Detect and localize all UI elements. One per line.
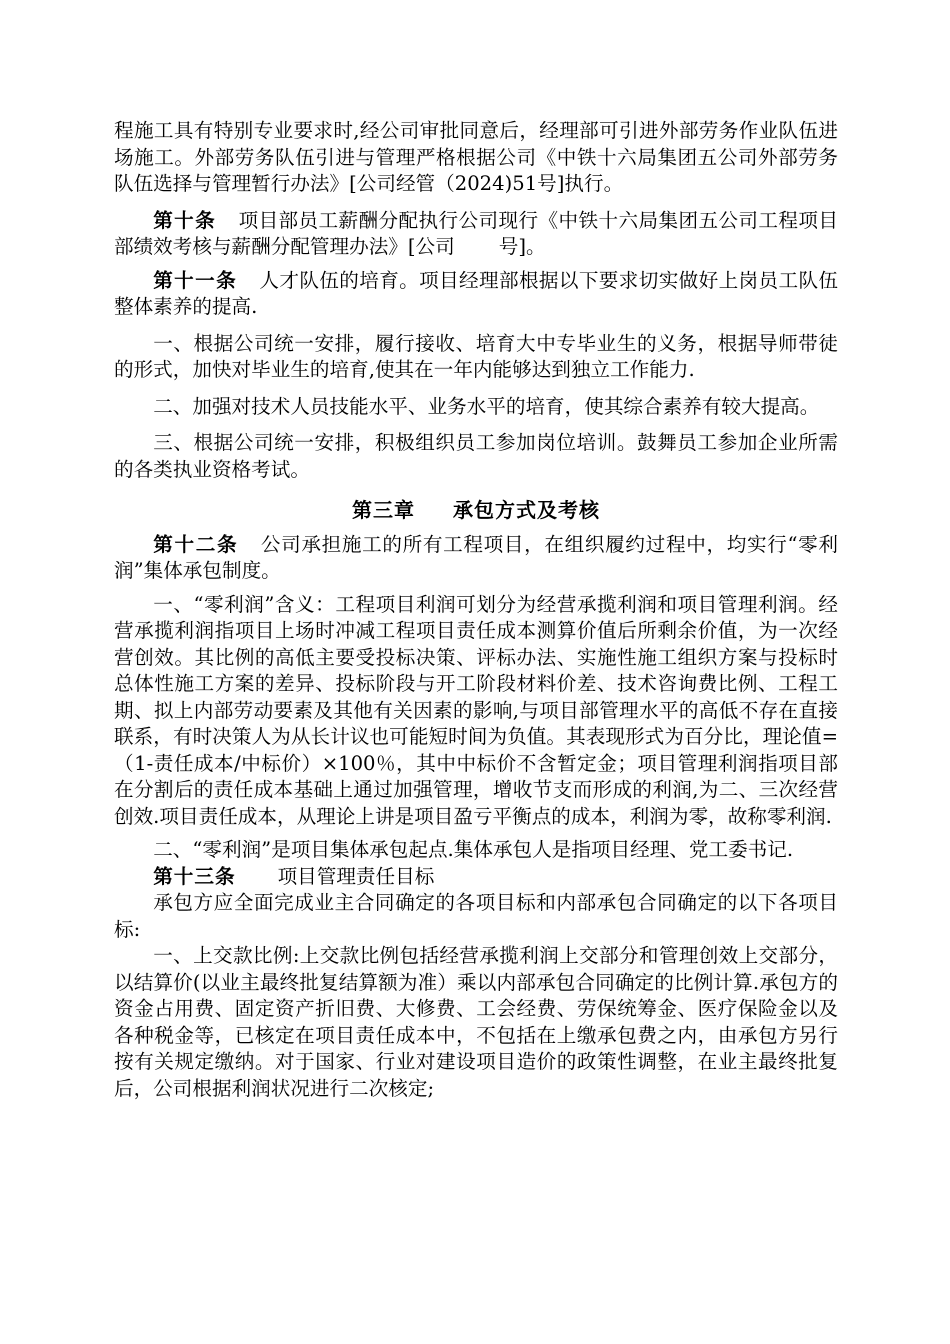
- article-text-tail: 号]。: [498, 235, 546, 258]
- article-12: [114, 532, 838, 585]
- article-text: 人才队伍的培育。项目经理部根据以下要求切实做好上岗员工队伍整体素养的提高.: [114, 268, 839, 318]
- article-11: [114, 268, 838, 321]
- clause-13-1: 一、上交款比例:上交款比例包括经营承揽利润上交部分和管理创效上交部分，以结算价(以业主最终批复结算额为准）乘以内部承包合同确定的比例计算.承包方的资金占用费、固定资产折旧费、大修费、工会经费、劳保统筹金、医疗保险金以及各种税金等，已核定在项目责任成本中，不包括在上缴承包费之内，由承包方另行按有关规定缴纳。对于国家、行业对建设项目造价的政策性调整，在业主最终批复后，公司根据利润状况进行二次核定;: [114, 944, 838, 1100]
- article-number: 第十三条: [153, 864, 236, 888]
- chapter-number: 第三章: [352, 498, 415, 522]
- article-13: [114, 864, 838, 891]
- clause-12-2: 二、“零利润”是项目集体承包起点.集体承包人是指项目经理、党工委书记.: [153, 838, 794, 861]
- article-13-intro: 承包方应全面完成业主合同确定的各项目标和内部承包合同确定的以下各项目标:: [114, 891, 838, 941]
- article-number: 第十条: [153, 208, 217, 232]
- clause-12-1: 一、“零利润”含义：工程项目利润可划分为经营承揽利润和项目管理利润。经营承揽利润指项目上场时冲减工程项目责任成本测算价值后所剩余价值，为一次经营创效。其比例的高低主要受投标决策、评标办法、实施性施工组织方案与投标时总体性施工方案的差异、投标阶段与开工阶段材料价差、技术咨询费比例、工程工期、拟上内部劳动要素及其他有关因素的影响,与项目部管理水平的高低不存在直接联系，有时决策人为从长计议也可能短时间为负值。其表现形式为百分比，理论值=（1-责任成本/中标价）×100％，其中中标价不含暂定金；项目管理利润指项目部在分割后的责任成本基础上通过加强管理，增收节支而形成的利润,为二、三次经营创效.项目责任成本，从理论上讲是项目盈亏平衡点的成本，利润为零，故称零利润.: [114, 592, 838, 828]
- article-number: 第十一条: [153, 268, 238, 292]
- chapter-title: 承包方式及考核: [453, 498, 600, 522]
- clause-11-2: 二、加强对技术人员技能水平、业务水平的培育，使其综合素养有较大提高。: [153, 394, 820, 418]
- paragraph-continuation: 程施工具有特别专业要求时,经公司审批同意后，经理部可引进外部劳务作业队伍进场施工。外部劳务队伍引进与管理严格根据公司《中铁十六局集团五公司外部劳务队伍选择与管理暂行办法》[公司经管（2024)51号]执行。: [114, 119, 838, 195]
- article-text: 公司承担施工的所有工程项目，在组织履约过程中，均实行“零利润”集体承包制度。: [114, 532, 838, 582]
- article-number: 第十二条: [153, 532, 239, 556]
- article-text: 项目管理责任目标: [277, 864, 435, 888]
- clause-11-1: 一、根据公司统一安排，履行接收、培育大中专毕业生的义务，根据导师带徒的形式，加快对毕业生的培育,使其在一年内能够达到独立工作能力.: [114, 331, 838, 381]
- clause-11-3: 三、根据公司统一安排，积极组织员工参加岗位培训。鼓舞员工参加企业所需的各类执业资格考试。: [114, 431, 838, 481]
- article-text: 项目部员工薪酬分配执行公司现行《中铁十六局集团五公司工程项目部绩效考核与薪酬分配管理办法》[公司: [114, 208, 839, 258]
- article-10: [114, 208, 838, 261]
- chapter-heading: [114, 497, 838, 524]
